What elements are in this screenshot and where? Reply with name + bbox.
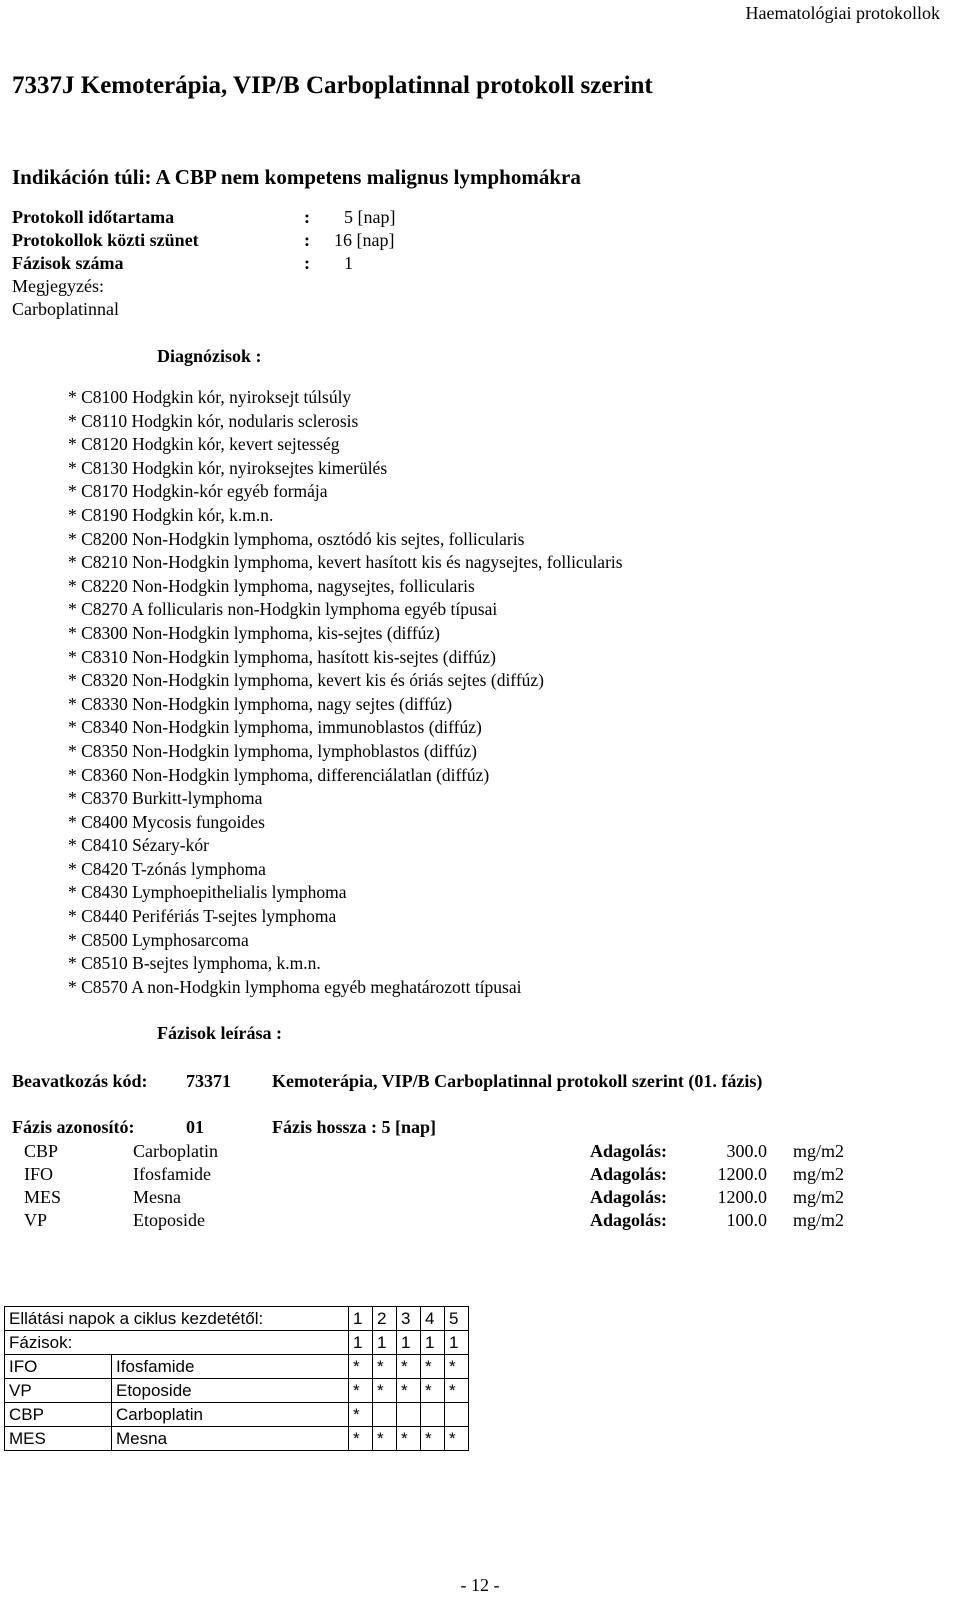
drug-code: MES: [24, 1187, 62, 1207]
table-row: [5, 1379, 469, 1403]
mark-cell: *: [349, 1379, 373, 1403]
drug-code: VP: [24, 1210, 48, 1230]
dose-value: 300.0: [726, 1141, 767, 1161]
diagnosis-item: * C8330 Non-Hodgkin lymphoma, nagy sejtes (diffúz): [68, 693, 453, 714]
dose-label: Adagolás:: [590, 1187, 668, 1207]
diagnosis-item: * C8410 Sézary-kór: [68, 835, 209, 856]
mark-cell: *: [445, 1379, 469, 1403]
phase-cell: 1: [349, 1331, 373, 1355]
meta-value-break: 16 [nap]: [334, 230, 395, 250]
diagnosis-item: * C8570 A non-Hodgkin lymphoma egyéb meghatározott típusai: [68, 976, 522, 997]
mark-cell: *: [421, 1427, 445, 1451]
drug-code: CBP: [24, 1141, 59, 1161]
intervention-code-label: Beavatkozás kód:: [12, 1071, 148, 1091]
dose-label: Adagolás:: [590, 1210, 668, 1230]
dose-value: 1200.0: [717, 1187, 767, 1207]
diagnosis-item: * C8120 Hodgkin kór, kevert sejtesség: [68, 434, 340, 455]
dose-unit: mg/m2: [793, 1187, 845, 1207]
meta-label-break: Protokollok közti szünet: [12, 230, 199, 250]
drug-name-cell: Ifosfamide: [112, 1355, 349, 1379]
drug-code-cell: IFO: [5, 1355, 112, 1379]
phase-cell: 1: [397, 1331, 421, 1355]
diagnosis-item: * C8130 Hodgkin kór, nyiroksejtes kimerülés: [68, 457, 388, 478]
diagnoses-list: [68, 386, 623, 999]
meta-value-phase-count: 1: [344, 253, 353, 273]
drug-name: Carboplatin: [133, 1141, 218, 1161]
diagnosis-item: * C8210 Non-Hodgkin lymphoma, kevert hasított kis és nagysejtes, follicularis: [68, 552, 623, 573]
drug-name-cell: Mesna: [112, 1427, 349, 1451]
intervention-code: 73371: [186, 1071, 231, 1091]
day-cell: 3: [397, 1307, 421, 1331]
note-label: Megjegyzés:: [12, 276, 104, 296]
diagnosis-item: * C8300 Non-Hodgkin lymphoma, kis-sejtes (diffúz): [68, 622, 440, 643]
table-row: [5, 1403, 469, 1427]
phases-heading: Fázisok leírása :: [157, 1023, 282, 1043]
diagnosis-item: * C8400 Mycosis fungoides: [68, 811, 265, 832]
document-title: 7337J Kemoterápia, VIP/B Carboplatinnal protokoll szerint: [12, 72, 653, 99]
diagnosis-item: * C8370 Burkitt-lymphoma: [68, 788, 263, 809]
mark-cell: [421, 1403, 445, 1427]
diagnosis-item: * C8340 Non-Hodgkin lymphoma, immunoblastos (diffúz): [68, 717, 482, 738]
drug-code-cell: MES: [5, 1427, 112, 1451]
mark-cell: *: [349, 1355, 373, 1379]
mark-cell: [373, 1403, 397, 1427]
diagnosis-item: * C8360 Non-Hodgkin lymphoma, differenciálatlan (diffúz): [68, 764, 490, 785]
mark-cell: *: [349, 1427, 373, 1451]
phase-cell: 1: [421, 1331, 445, 1355]
mark-cell: [397, 1403, 421, 1427]
mark-cell: *: [445, 1355, 469, 1379]
day-cell: 5: [445, 1307, 469, 1331]
document-subtitle: Indikáción túli: A CBP nem kompetens malignus lymphomákra: [12, 165, 581, 189]
dose-unit: mg/m2: [793, 1141, 845, 1161]
meta-label-phase-count: Fázisok száma: [12, 253, 124, 273]
diagnosis-item: * C8190 Hodgkin kór, k.m.n.: [68, 504, 274, 525]
phase-cell: 1: [445, 1331, 469, 1355]
dose-unit: mg/m2: [793, 1164, 845, 1184]
table-row: [5, 1355, 469, 1379]
drug-name: Etoposide: [133, 1210, 205, 1230]
drug-name-cell: Carboplatin: [112, 1403, 349, 1427]
mark-cell: [445, 1403, 469, 1427]
day-cell: 1: [349, 1307, 373, 1331]
diagnosis-item: * C8430 Lymphoepithelialis lymphoma: [68, 882, 347, 903]
phase-id-value: 01: [186, 1117, 204, 1137]
phase-cell: 1: [373, 1331, 397, 1355]
diagnosis-item: * C8310 Non-Hodgkin lymphoma, hasított kis-sejtes (diffúz): [68, 646, 496, 667]
table-row: [5, 1307, 469, 1331]
drug-name: Ifosfamide: [133, 1164, 211, 1184]
mark-cell: *: [397, 1379, 421, 1403]
mark-cell: *: [397, 1427, 421, 1451]
schedule-table: [4, 1306, 469, 1451]
diagnosis-item: * C8320 Non-Hodgkin lymphoma, kevert kis és óriás sejtes (diffúz): [68, 670, 544, 691]
dose-label: Adagolás:: [590, 1164, 668, 1184]
intervention-description: Kemoterápia, VIP/B Carboplatinnal protokoll szerint (01. fázis): [272, 1071, 763, 1091]
drug-name: Mesna: [133, 1187, 181, 1207]
diagnosis-item: * C8420 T-zónás lymphoma: [68, 858, 266, 879]
running-header: Haematológiai protokollok: [745, 3, 940, 23]
mark-cell: *: [373, 1355, 397, 1379]
mark-cell: *: [373, 1427, 397, 1451]
mark-cell: *: [445, 1427, 469, 1451]
diagnosis-item: * C8100 Hodgkin kór, nyiroksejt túlsúly: [68, 387, 352, 407]
meta-colon: :: [304, 207, 310, 227]
diagnosis-item: * C8350 Non-Hodgkin lymphoma, lymphoblastos (diffúz): [68, 740, 477, 761]
dose-value: 1200.0: [717, 1164, 767, 1184]
drug-name-cell: Etoposide: [112, 1379, 349, 1403]
drug-code-cell: CBP: [5, 1403, 112, 1427]
dose-label: Adagolás:: [590, 1141, 668, 1161]
drug-code: IFO: [24, 1164, 54, 1184]
mark-cell: *: [349, 1403, 373, 1427]
note-text: Carboplatinnal: [12, 299, 119, 319]
page-number: - 12 -: [460, 1575, 500, 1595]
dose-value: 100.0: [726, 1210, 767, 1230]
diagnosis-item: * C8510 B-sejtes lymphoma, k.m.n.: [68, 953, 321, 974]
drug-code-cell: VP: [5, 1379, 112, 1403]
diagnosis-item: * C8270 A follicularis non-Hodgkin lymphoma egyéb típusai: [68, 599, 498, 620]
table-row: [5, 1331, 469, 1355]
meta-value-duration: 5 [nap]: [344, 207, 396, 227]
phases-row-label: Fázisok:: [5, 1331, 349, 1355]
phase-id-label: Fázis azonosító:: [12, 1117, 135, 1137]
phase-length: Fázis hossza : 5 [nap]: [272, 1117, 437, 1137]
table-row: [5, 1427, 469, 1451]
mark-cell: *: [397, 1355, 421, 1379]
diagnosis-item: * C8500 Lymphosarcoma: [68, 929, 249, 950]
mark-cell: *: [421, 1355, 445, 1379]
diagnosis-item: * C8110 Hodgkin kór, nodularis sclerosis: [68, 410, 359, 431]
diagnosis-item: * C8170 Hodgkin-kór egyéb formája: [68, 481, 328, 502]
dose-unit: mg/m2: [793, 1210, 845, 1230]
meta-label-duration: Protokoll időtartama: [12, 207, 175, 227]
meta-colon: :: [304, 230, 310, 250]
diagnosis-item: * C8440 Perifériás T-sejtes lymphoma: [68, 906, 337, 927]
diagnosis-item: * C8200 Non-Hodgkin lymphoma, osztódó kis sejtes, follicularis: [68, 528, 525, 549]
day-cell: 4: [421, 1307, 445, 1331]
schedule-header-label: Ellátási napok a ciklus kezdetétől:: [5, 1307, 349, 1331]
mark-cell: *: [421, 1379, 445, 1403]
mark-cell: *: [373, 1379, 397, 1403]
diagnoses-heading: Diagnózisok :: [157, 346, 262, 366]
diagnosis-item: * C8220 Non-Hodgkin lymphoma, nagysejtes, follicularis: [68, 575, 475, 596]
meta-colon: :: [304, 253, 310, 273]
day-cell: 2: [373, 1307, 397, 1331]
